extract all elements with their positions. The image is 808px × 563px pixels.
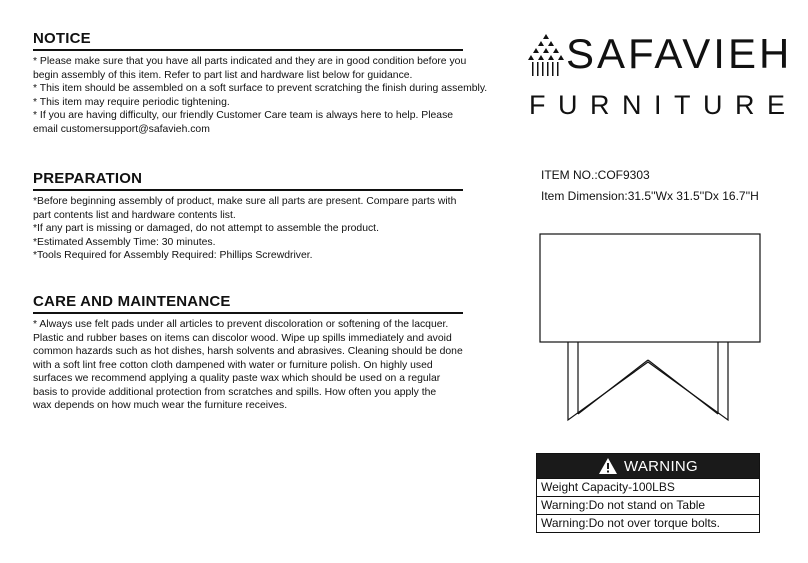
- preparation-section: [33, 170, 465, 263]
- care-line: common hazards such as hot dishes, harsh solvents and abrasives. Cleaning should be done: [33, 346, 463, 357]
- care-line: Plastic and rubber bases on items can discolor wood. Wipe up spills immediately and avoid: [33, 332, 452, 344]
- care-title: CARE AND MAINTENANCE: [33, 293, 463, 314]
- notice-title: NOTICE: [33, 30, 463, 51]
- brand-subtitle: FURNITURE: [529, 90, 798, 120]
- warning-title: WARNING: [623, 457, 699, 475]
- preparation-line: *Tools Required for Assembly Required: Phillips Screwdriver.: [33, 250, 313, 261]
- preparation-body: [33, 195, 465, 263]
- warning-line: Weight Capacity-100LBS: [537, 478, 759, 496]
- care-line: with a soft lint free cotton cloth dampened with water or furniture polish. On highly used: [33, 359, 433, 371]
- warning-box: [536, 453, 760, 533]
- item-dimension: Item Dimension:31.5''Wx 31.5''Dx 16.7''H: [541, 189, 759, 203]
- notice-body: [33, 55, 488, 136]
- brand-mark-icon: [527, 34, 565, 78]
- notice-line: * If you are having difficulty, our friendly Customer Care team is always here to help. Please: [33, 110, 454, 121]
- care-line: wax depends on how much wear the furniture receives.: [33, 400, 288, 411]
- care-section: [33, 293, 465, 413]
- care-line: * Always use felt pads under all articles to prevent discoloration or softening of the lacquer.: [33, 319, 449, 330]
- table-base: [568, 342, 728, 420]
- brand-name: SAFAVIEH: [566, 30, 793, 77]
- care-line: basis to provide additional protection from scratches and spills. How often you apply the: [33, 386, 437, 398]
- notice-line: * This item should be assembled on a soft surface to prevent scratching the finish during assembly.: [33, 83, 488, 94]
- table-illustration: [538, 232, 762, 432]
- item-number: ITEM NO.:COF9303: [541, 168, 650, 182]
- warning-line: Warning:Do not over torque bolts.: [537, 514, 759, 532]
- notice-line: begin assembly of this item. Refer to part list and hardware list below for guidance.: [33, 69, 413, 81]
- brand-logo: [527, 30, 798, 125]
- preparation-line: *Estimated Assembly Time: 30 minutes.: [33, 236, 216, 248]
- care-body: [33, 318, 465, 413]
- notice-line: * Please make sure that you have all parts indicated and they are in good condition before you: [33, 56, 467, 67]
- preparation-title: PREPARATION: [33, 170, 463, 191]
- preparation-line: *Before beginning assembly of product, make sure all parts are present. Compare parts with: [33, 196, 457, 207]
- notice-line: email customersupport@safavieh.com: [33, 123, 210, 135]
- preparation-line: *If any part is missing or damaged, do not attempt to assemble the product.: [33, 223, 379, 234]
- preparation-line: part contents list and hardware contents list.: [33, 209, 236, 221]
- notice-section: [33, 30, 488, 136]
- item-info: [541, 165, 759, 207]
- notice-line: * This item may require periodic tightening.: [33, 96, 230, 108]
- table-top: [540, 234, 760, 342]
- warning-triangle-icon: [598, 457, 618, 475]
- warning-line: Warning:Do not stand on Table: [537, 496, 759, 514]
- warning-header: [537, 454, 759, 478]
- care-line: surfaces we recommend applying a quality paste wax which should be used on a regular: [33, 373, 441, 384]
